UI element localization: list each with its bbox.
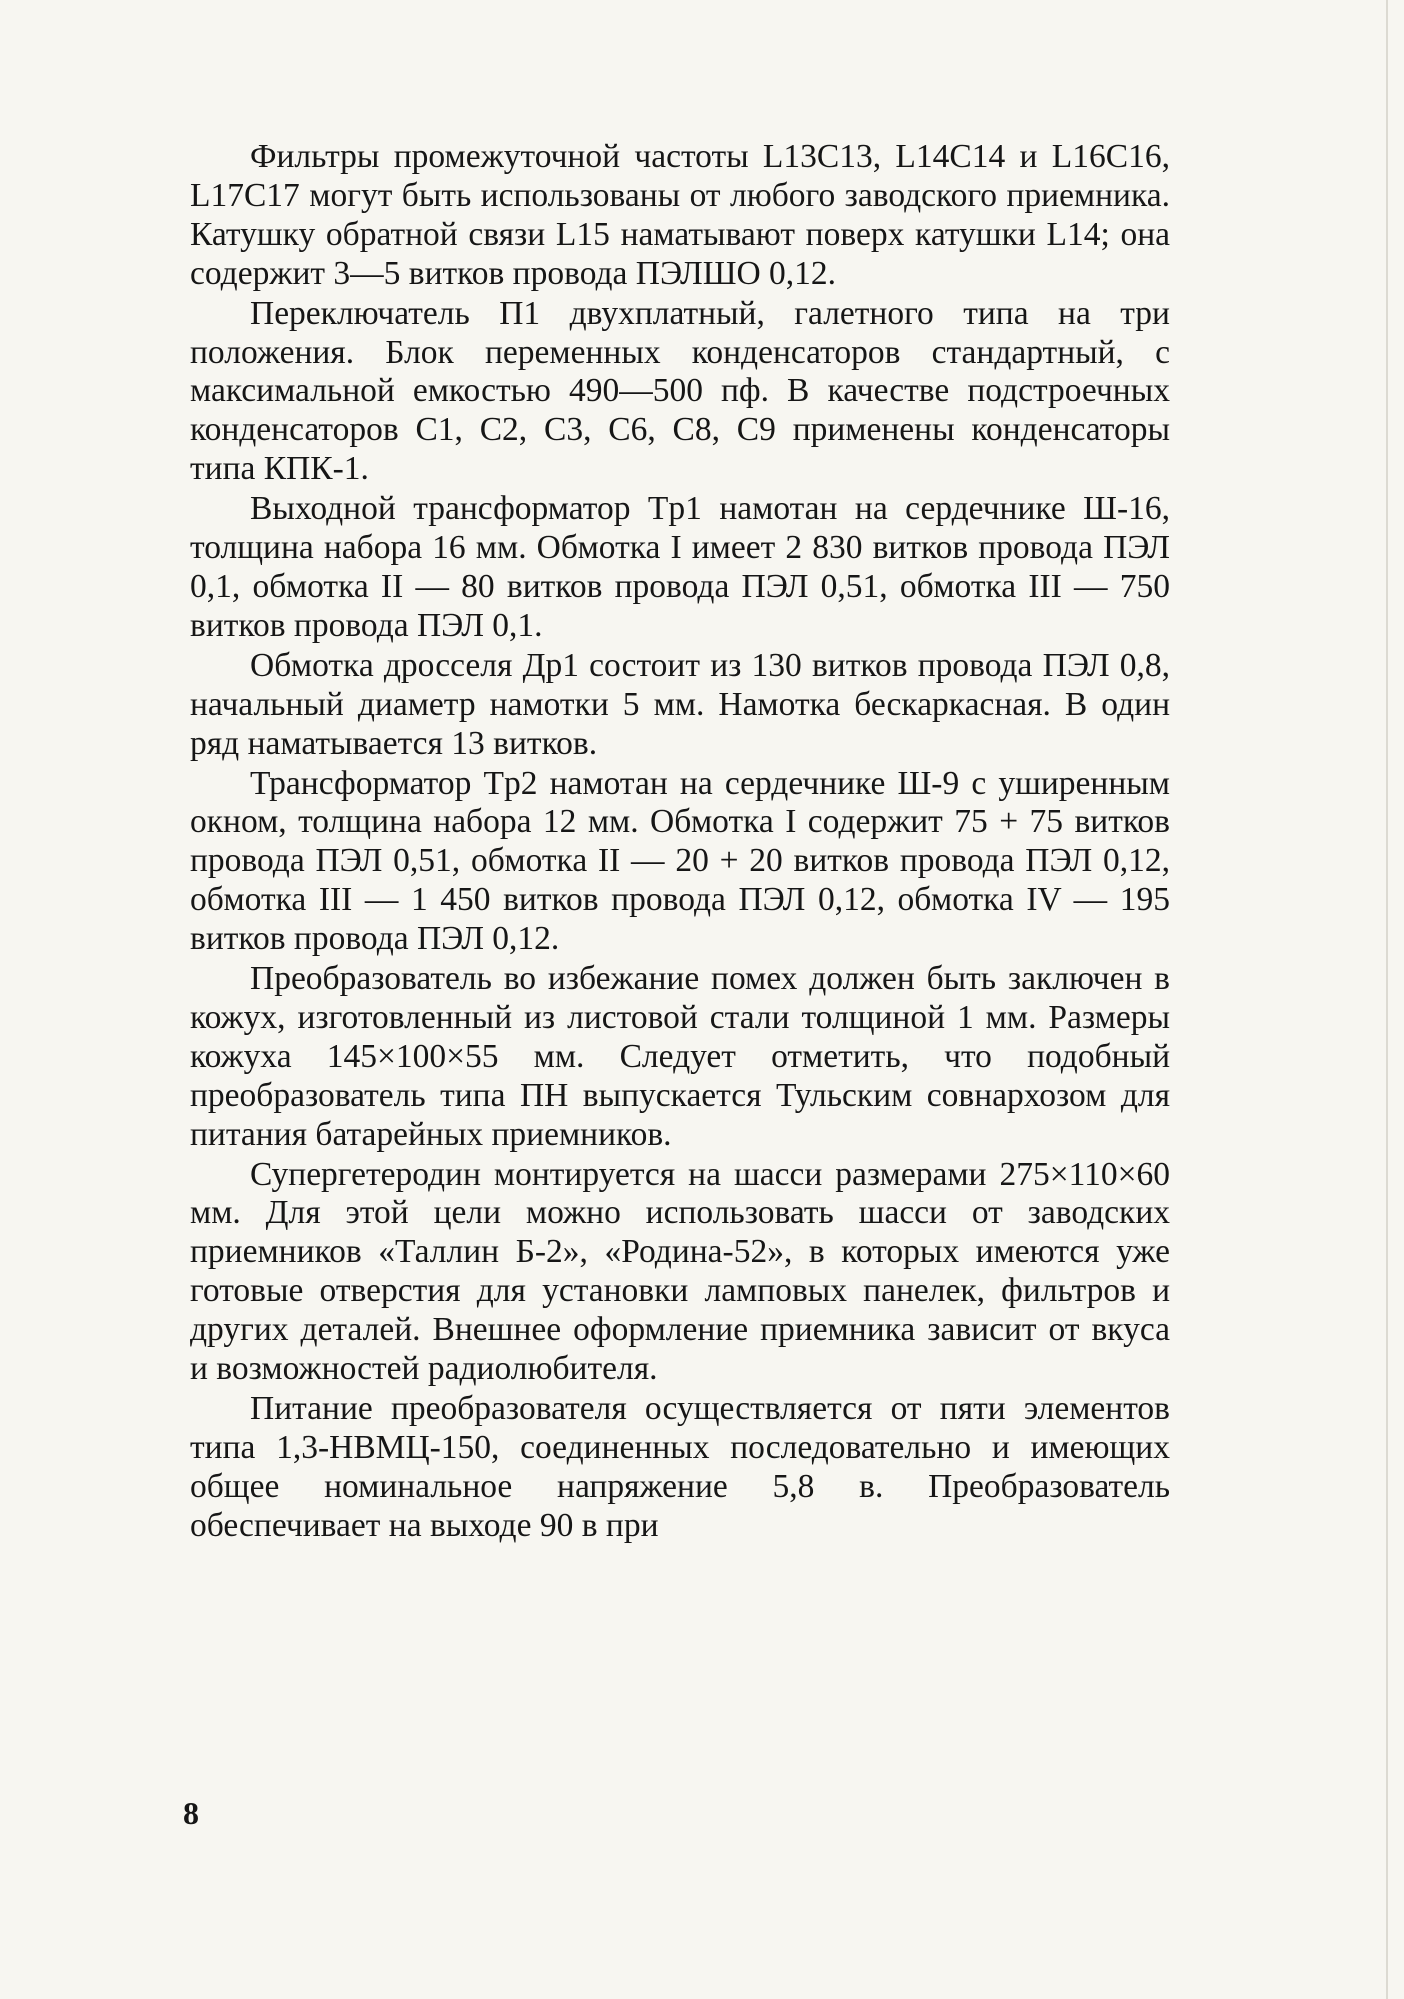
page-edge-shadow: [1386, 0, 1388, 1999]
paragraph-switch: Переключатель П1 двухплатный, галетного типа на три положения. Блок переменных конденсаторов стандартный, с максимальной емкостью 490—500 пф. В качестве подстроечных конденсаторов C1, C2, C3, C6, C8, C9 применены конденсаторы типа КПК-1.: [190, 294, 1170, 488]
paragraph-transformer-2: Трансформатор Tp2 намотан на сердечнике Ш-9 с уширенным окном, толщина набора 12 мм. Обмотка I содержит 75 + 75 витков провода ПЭЛ 0,51, обмотка II — 20 + 20 витков провода ПЭЛ 0,12, обмотка III — 1 450 витков провода ПЭЛ 0,12, обмотка IV — 195 витков провода ПЭЛ 0,12.: [190, 764, 1170, 958]
paragraph-chassis: Супергетеродин монтируется на шасси размерами 275×110×60 мм. Для этой цели можно использовать шасси от заводских приемников «Таллин Б-2», «Родина-52», в которых имеются уже готовые отверстия для установки ламповых панелек, фильтров и других деталей. Внешнее оформление приемника зависит от вкуса и возможностей радиолюбителя.: [190, 1155, 1170, 1388]
page-number: 8: [183, 1795, 199, 1831]
paragraph-converter-housing: Преобразователь во избежание помех должен быть заключен в кожух, изготовленный из листовой стали толщиной 1 мм. Размеры кожуха 145×100×55 мм. Следует отметить, что подобный преобразователь типа ПН выпускается Тульским совнархозом для питания батарейных приемников.: [190, 960, 1170, 1153]
paragraph-choke: Обмотка дросселя Др1 состоит из 130 витков провода ПЭЛ 0,8, начальный диаметр намотки 5 мм. Намотка бескаркасная. В один ряд наматывается 13 витков.: [190, 646, 1170, 762]
body-text: [190, 138, 1170, 1547]
paragraph-filters: Фильтры промежуточной частоты L13C13, L14C14 и L16C16, L17C17 могут быть использованы от любого заводского приемника. Катушку обратной связи L15 наматывают поверх катушки L14; она содержит 3—5 витков провода ПЭЛШО 0,12.: [190, 138, 1170, 292]
paragraph-output-transformer: Выходной трансформатор Tp1 намотан на сердечнике Ш-16, толщина набора 16 мм. Обмотка I имеет 2 830 витков провода ПЭЛ 0,1, обмотка II — 80 витков провода ПЭЛ 0,51, обмотка III — 750 витков провода ПЭЛ 0,1.: [190, 490, 1170, 644]
paragraph-power-supply: Питание преобразователя осуществляется от пяти элементов типа 1,3-НВМЦ-150, соединенных последовательно и имеющих общее номинальное напряжение 5,8 в. Преобразователь обеспечивает на выходе 90 в при: [190, 1390, 1170, 1544]
